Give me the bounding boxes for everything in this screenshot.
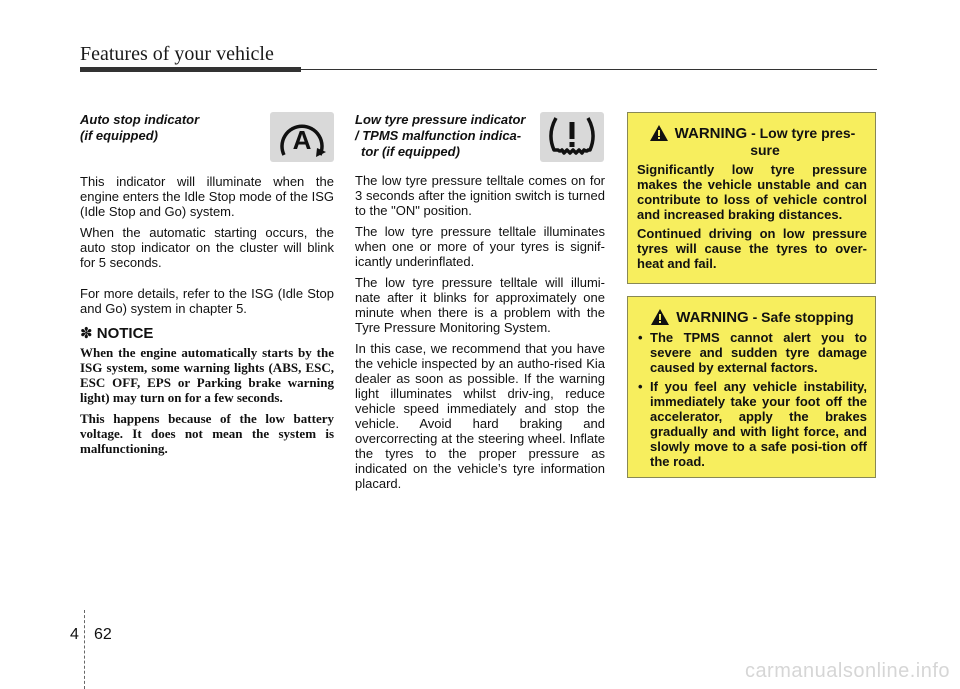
tpms-section [355, 112, 605, 497]
notice-heading [80, 326, 334, 341]
tpms-heading-line2: / TPMS malfunction indica- [355, 128, 522, 143]
auto-stop-section [80, 112, 334, 462]
warning1-para2: Continued driving on low pressure tyres will cause the tyres to over-heat and fail. [637, 226, 867, 271]
notice-title: NOTICE [96, 325, 154, 342]
tpms-heading-line3: tor (if equipped) [361, 144, 460, 159]
header-rule [80, 67, 877, 72]
warning1-subtitle-line2: sure [750, 142, 780, 158]
warning1-title [675, 125, 856, 158]
warning2-subtitle: - Safe stopping [752, 309, 854, 325]
warning2-label: WARNING [676, 309, 749, 326]
svg-text:A: A [292, 125, 312, 155]
warning2-bullet: • The TPMS cannot alert you to severe and sudden tyre damage caused by external factors. [637, 330, 867, 375]
warning1-title-row [637, 125, 867, 158]
page-header-title: Features of your vehicle [80, 43, 274, 65]
warning2-title [676, 309, 854, 326]
header-rule-thick [80, 67, 301, 72]
auto-stop-heading-line1: Auto stop indicator [80, 112, 200, 127]
notice-text1: When the engine automatically starts by the ISG system, some warning lights (ABS, ESC, ESC OFF, EPS or Parking brake warning light) may turn on for a few seconds. [80, 345, 334, 405]
footer-divider [84, 610, 85, 689]
warning-triangle-icon [650, 308, 670, 326]
tpms-para3: The low tyre pressure telltale will illumi-nate after it blinks for approximately one minute when there is a problem with the Tyre Pressure Monitoring System. [355, 275, 605, 335]
warning1-label: WARNING [674, 125, 748, 142]
warning1-subtitle-line1: - Low tyre pres- [751, 125, 856, 141]
warning-triangle-icon [649, 124, 669, 142]
watermark: carmanualsonline.info [744, 660, 950, 682]
warning2-bullet: • If you feel any vehicle instability, immediately take your foot off the accelerator, apply the brakes gradually and with light force, and slowly move to a safe posi-tion off the road. [637, 379, 867, 469]
auto-stop-para3: For more details, refer to the ISG (Idle Stop and Go) system in chapter 5. [80, 286, 334, 316]
warning1-para1: Significantly low tyre pressure makes the vehicle unstable and can contribute to loss of vehicle control and increased braking distances. [637, 162, 867, 222]
auto-stop-heading-line2: (if equipped) [80, 128, 158, 143]
tpms-para1: The low tyre pressure telltale comes on for 3 seconds after the ignition switch is turned to the "ON" position. [355, 173, 605, 218]
auto-stop-para1: This indicator will illuminate when the engine enters the Idle Stop mode of the ISG (Idle Stop and Go) system. [80, 174, 334, 219]
notice-mark-icon: ✽ [80, 325, 93, 342]
warning2-bullet-list [637, 330, 867, 469]
warning2-title-row [637, 309, 867, 326]
chapter-number: 4 [70, 626, 79, 643]
warning-low-tyre-pressure-box [627, 112, 876, 284]
warning-safe-stopping-box [627, 296, 876, 478]
tpms-heading-line1: Low tyre pressure indicator [355, 112, 526, 127]
auto-stop-heading [80, 112, 334, 144]
tpms-para2: The low tyre pressure telltale illuminates when one or more of your tyres is signif-icantly underinflated. [355, 224, 605, 269]
tpms-heading [355, 112, 605, 160]
tpms-para4: In this case, we recommend that you have the vehicle inspected by an autho-rised Kia dealer as soon as possible. If the warning light illuminates whilst driv-ing, reduce vehicle speed immediately and stop the vehicle. Avoid hard braking and overcorrecting at the steering wheel. Inflate the tyres to the proper pressure as indicated on the vehicle’s tyre information placard. [355, 341, 605, 491]
header-rule-thin [301, 69, 877, 70]
auto-stop-para2: When the automatic starting occurs, the auto stop indicator on the cluster will blink for 5 seconds. [80, 225, 334, 270]
notice-text2: This happens because of the low battery voltage. It does not mean the system is malfunctioning. [80, 411, 334, 456]
page-number: 62 [94, 626, 112, 643]
